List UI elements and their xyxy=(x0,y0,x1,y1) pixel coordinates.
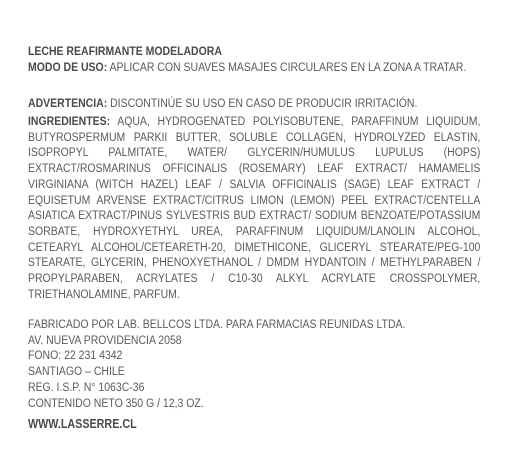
product-title-text: LECHE REAFIRMANTE MODELADORA xyxy=(28,44,222,58)
product-title xyxy=(28,44,417,60)
usage-text: APLICAR CON SUAVES MASAJES CIRCULARES EN LA ZONA A TRATAR. xyxy=(109,60,467,74)
address-line: AV. NUEVA PROVIDENCIA 2058 xyxy=(28,332,182,347)
warning-section xyxy=(28,96,417,112)
phone-line: FONO: 22 231 4342 xyxy=(28,348,123,363)
ingredients-text: AQUA, HYDROGENATED POLYISOBUTENE, PARAFFINUM LIQUIDUM, BUTYROSPERMUM PARKII BUTTER, SOLUBLE COLLAGEN, HYDROLYZED ELASTIN, ISOPROPYL PALMITATE, WATER/ GLYCERIN/HUMULUS LUPULUS (HOPS) EXTRACT/ROSMARINUS OFFICINALIS (ROSEMARY) LEAF EXTRACT/ HAMAMELIS VIRGINIANA (WITCH HAZEL) LEAF / SALVIA OFFICINALIS (SAGE) LEAF EXTRACT / EQUISETUM ARVENSE EXTRACT/CITRUS LIMON (LEMON) PEEL EXTRACT/CENTELLA ASIATICA EXTRACT/PINUS SYLVESTRIS BUD EXTRACT/ SODIUM BENZOATE/POTASSIUM SORBATE, HYDROXYETHYL UREA, PARAFFINUM LIQUIDUM/LANOLIN ALCOHOL, CETEARYL ALCOHOL/CETEARETH-20, DIMETHICONE, GLICERYL STEARATE/PEG-100 STEARATE, GLYCERIN, PHENOXYETHANOL / DMDM HYDANTOIN / METHYLPARABEN / PROPYLPARABEN, ACRYLATES / C10-30 ALKYL ACRYLATE CROSSPOLYMER, TRIETHANOLAMINE, PARFUM. xyxy=(28,114,481,301)
manufacturer-line: FABRICADO POR LAB. BELLCOS LTDA. PARA FARMACIAS REUNIDAS LTDA. xyxy=(28,317,406,331)
usage-heading: MODO DE USO: xyxy=(28,60,108,74)
ingredients-section xyxy=(28,114,481,302)
ingredients-heading: INGREDIENTES: xyxy=(28,114,111,128)
website-text: WWW.LASSERRE.CL xyxy=(28,417,137,431)
registration-line: REG. I.S.P. N° 1063C-36 xyxy=(28,379,145,394)
usage-section xyxy=(28,60,467,76)
website xyxy=(28,417,417,433)
warning-heading: ADVERTENCIA: xyxy=(28,96,108,110)
net-content-line: CONTENIDO NETO 350 G / 12,3 OZ. xyxy=(28,395,204,410)
manufacturer-info xyxy=(28,317,417,411)
city-line: SANTIAGO – CHILE xyxy=(28,364,125,379)
warning-text: DISCONTINÚE SU USO EN CASO DE PRODUCIR IRRITACIÓN. xyxy=(110,96,418,110)
